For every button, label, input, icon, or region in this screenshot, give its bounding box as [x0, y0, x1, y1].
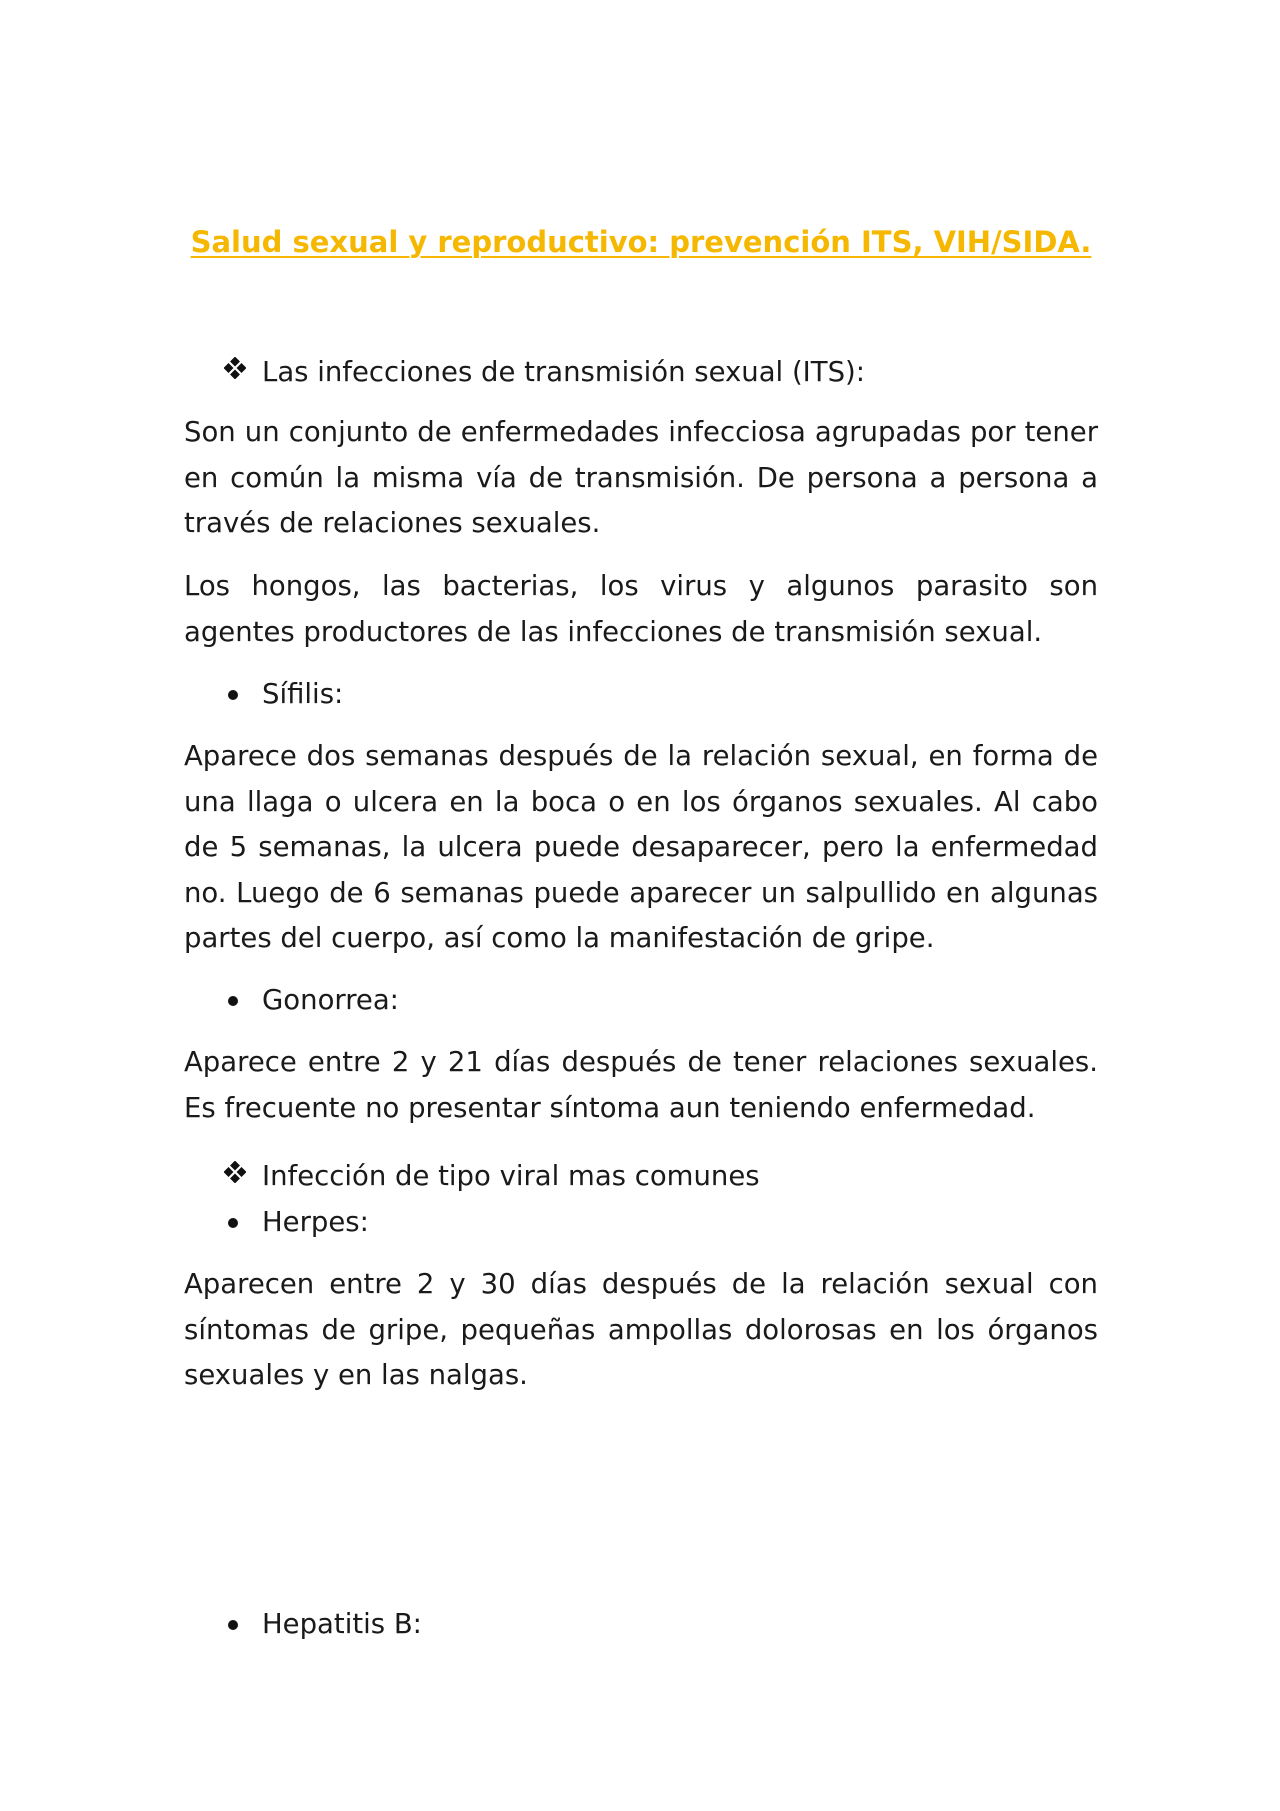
agents-paragraph: Los hongos, las bacterias, los virus y algunos parasito son agentes productores de las infecciones de transmisión sexual. — [184, 570, 1098, 648]
herpes-paragraph: Aparecen entre 2 y 30 días después de la relación sexual con síntomas de gripe, pequeñas ampollas dolorosas en los órganos sexuales y en las nalgas. — [184, 1268, 1098, 1391]
four-diamond-icon — [224, 350, 262, 396]
list-item-gonorrea — [224, 978, 399, 1024]
gonorrea-paragraph: Aparece entre 2 y 21 días después de tener relaciones sexuales. Es frecuente no presentar síntoma aun teniendo enfermedad. — [184, 1046, 1098, 1124]
list-item-sifilis — [224, 672, 343, 718]
herpes-heading-text: Herpes: — [262, 1206, 369, 1238]
bullet-dot-icon — [224, 996, 262, 1006]
bullet-dot-icon — [224, 690, 262, 700]
gonorrea-heading-text: Gonorrea: — [262, 984, 399, 1016]
list-item-its-heading — [224, 350, 865, 396]
sifilis-paragraph: Aparece dos semanas después de la relación sexual, en forma de una llaga o ulcera en la boca o en los órganos sexuales. Al cabo de 5 semanas, la ulcera puede desaparecer, pero la enfermedad no. Luego de 6 semanas puede aparecer un salpullido en algunas partes del cuerpo, así como la manifestación de gripe. — [184, 740, 1098, 954]
viral-heading-text: Infección de tipo viral mas comunes — [262, 1160, 760, 1192]
list-item-herpes — [224, 1200, 369, 1246]
list-item-hepatitis-b — [224, 1602, 422, 1648]
its-definition-paragraph: Son un conjunto de enfermedades infecciosa agrupadas por tener en común la misma vía de transmisión. De persona a persona a través de relaciones sexuales. — [184, 416, 1098, 539]
four-diamond-icon — [224, 1154, 262, 1200]
list-item-viral-heading — [224, 1154, 760, 1200]
bullet-dot-icon — [224, 1620, 262, 1630]
bullet-dot-icon — [224, 1218, 262, 1228]
document-title: Salud sexual y reproductivo: prevención ITS, VIH/SIDA. — [190, 225, 1092, 259]
its-heading-text: Las infecciones de transmisión sexual (ITS): — [262, 356, 866, 388]
sifilis-heading-text: Sífilis: — [262, 678, 344, 710]
hepatitis-heading-text: Hepatitis B: — [262, 1608, 422, 1640]
